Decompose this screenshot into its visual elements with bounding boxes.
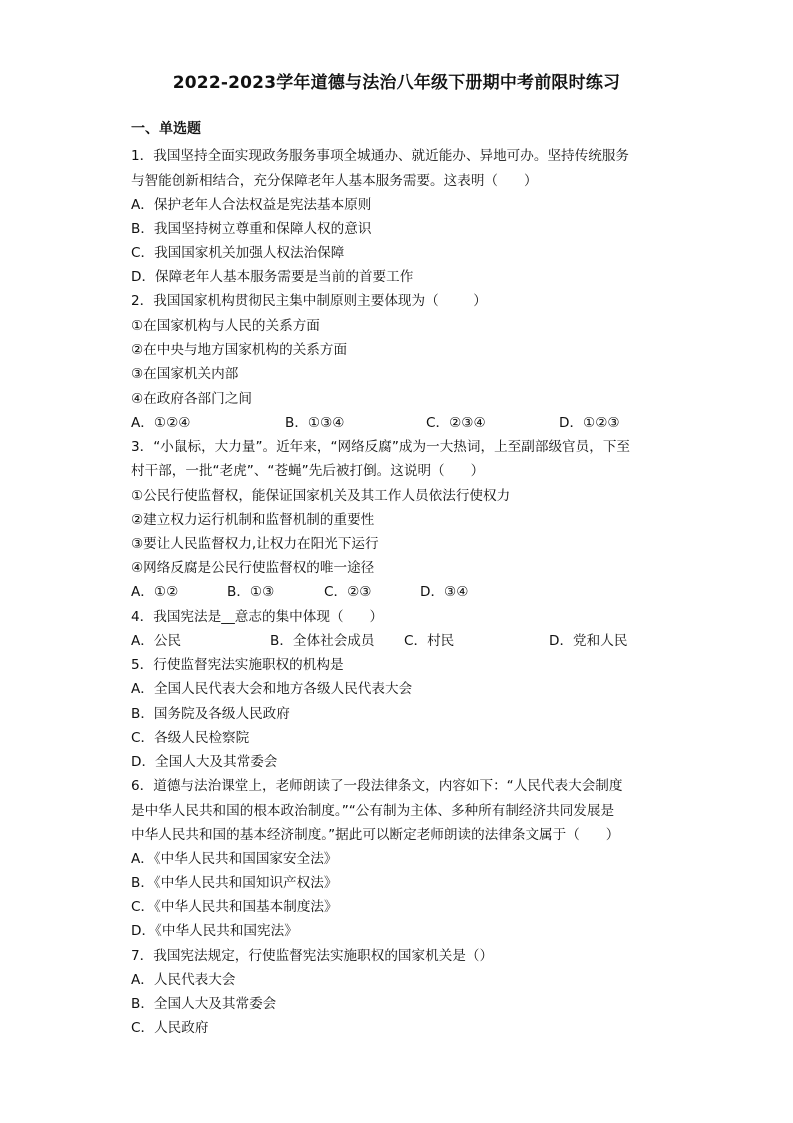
q2-statement-4: ④在政府各部门之间 <box>131 391 252 407</box>
q2-statement-3: ③在国家机关内部 <box>131 366 239 382</box>
q6-option-b: B．《中华人民共和国知识产权法》 <box>131 875 338 891</box>
q4-option-b: B．全体社会成员 <box>270 633 375 649</box>
q5-option-c: C．各级人民检察院 <box>131 730 250 746</box>
q3-statement-4: ④网络反腐是公民行使监督权的唯一途径 <box>131 560 375 576</box>
q6-stem-line-3: 中华人民共和国的基本经济制度。”据此可以断定老师朗读的法律条文属于（ ） <box>131 827 620 843</box>
q2-option-c: C．②③④ <box>426 415 486 431</box>
q1-option-d: D．保障老年人基本服务需要是当前的首要工作 <box>131 269 414 285</box>
q3-option-c: C．②③ <box>324 584 372 600</box>
q7-stem: 7．我国宪法规定，行使监督宪法实施职权的国家机关是（） <box>131 948 494 964</box>
q2-stem: 2．我国国家机构贯彻民主集中制原则主要体现为（ ） <box>131 293 487 309</box>
q5-option-d: D．全国人大及其常委会 <box>131 754 278 770</box>
q5-stem: 5．行使监督宪法实施职权的机构是 <box>131 657 344 673</box>
q4-option-a: A．公民 <box>131 633 182 649</box>
q1-option-b: B．我国坚持树立尊重和保障人权的意识 <box>131 221 372 237</box>
q2-option-b: B．①③④ <box>285 415 345 431</box>
q7-option-c: C．人民政府 <box>131 1020 209 1036</box>
q7-option-b: B．全国人大及其常委会 <box>131 996 277 1012</box>
q3-stem-line-1: 3．“小鼠标，大力量”。近年来，“网络反腐”成为一大热词，上至副部级官员，下至 <box>131 439 631 455</box>
q3-option-b: B．①③ <box>227 584 275 600</box>
q1-option-c: C．我国国家机关加强人权法治保障 <box>131 245 345 261</box>
q2-statement-1: ①在国家机构与人民的关系方面 <box>131 318 320 334</box>
q3-statement-1: ①公民行使监督权，能保证国家机关及其工作人员依法行使权力 <box>131 488 511 504</box>
q4-stem: 4．我国宪法是__意志的集中体现（ ） <box>131 609 384 625</box>
q7-option-a: A．人民代表大会 <box>131 972 236 988</box>
q6-option-a: A．《中华人民共和国国家安全法》 <box>131 851 338 867</box>
q6-option-d: D．《中华人民共和国宪法》 <box>131 923 298 939</box>
q6-stem-line-2: 是中华人民共和国的根本政治制度。”“公有制为主体、多种所有制经济共同发展是 <box>131 803 615 819</box>
q5-option-a: A．全国人民代表大会和地方各级人民代表大会 <box>131 681 413 697</box>
q3-statement-3: ③要让人民监督权力,让权力在阳光下运行 <box>131 536 379 552</box>
q2-option-d: D．①②③ <box>559 415 620 431</box>
q1-stem-line-1: 1．我国坚持全面实现政务服务事项全城通办、就近能办、异地可办。坚持传统服务 <box>131 148 630 164</box>
q6-stem-line-1: 6．道德与法治课堂上，老师朗读了一段法律条文，内容如下：“人民代表大会制度 <box>131 778 623 794</box>
q4-option-c: C．村民 <box>404 633 455 649</box>
section-heading: 一、单选题 <box>131 121 201 137</box>
q3-options <box>131 582 511 602</box>
q4-options <box>131 631 651 651</box>
q3-stem-line-2: 村干部，一批“老虎”、“苍蝇”先后被打倒。这说明（ ） <box>131 463 485 479</box>
q4-option-d: D．党和人民 <box>549 633 628 649</box>
q1-option-a: A．保护老年人合法权益是宪法基本原则 <box>131 197 372 213</box>
q3-option-a: A．①② <box>131 584 179 600</box>
q6-option-c: C．《中华人民共和国基本制度法》 <box>131 899 338 915</box>
q3-option-d: D．③④ <box>420 584 469 600</box>
q2-options <box>131 413 671 433</box>
q2-statement-2: ②在中央与地方国家机构的关系方面 <box>131 342 348 358</box>
page-title: 2022-2023学年道德与法治八年级下册期中考前限时练习 <box>172 73 621 93</box>
q2-option-a: A．①②④ <box>131 415 191 431</box>
q5-option-b: B．国务院及各级人民政府 <box>131 706 290 722</box>
q3-statement-2: ②建立权力运行机制和监督机制的重要性 <box>131 512 375 528</box>
q1-stem-line-2: 与智能创新相结合，充分保障老年人基本服务需要。这表明（ ） <box>131 173 538 189</box>
